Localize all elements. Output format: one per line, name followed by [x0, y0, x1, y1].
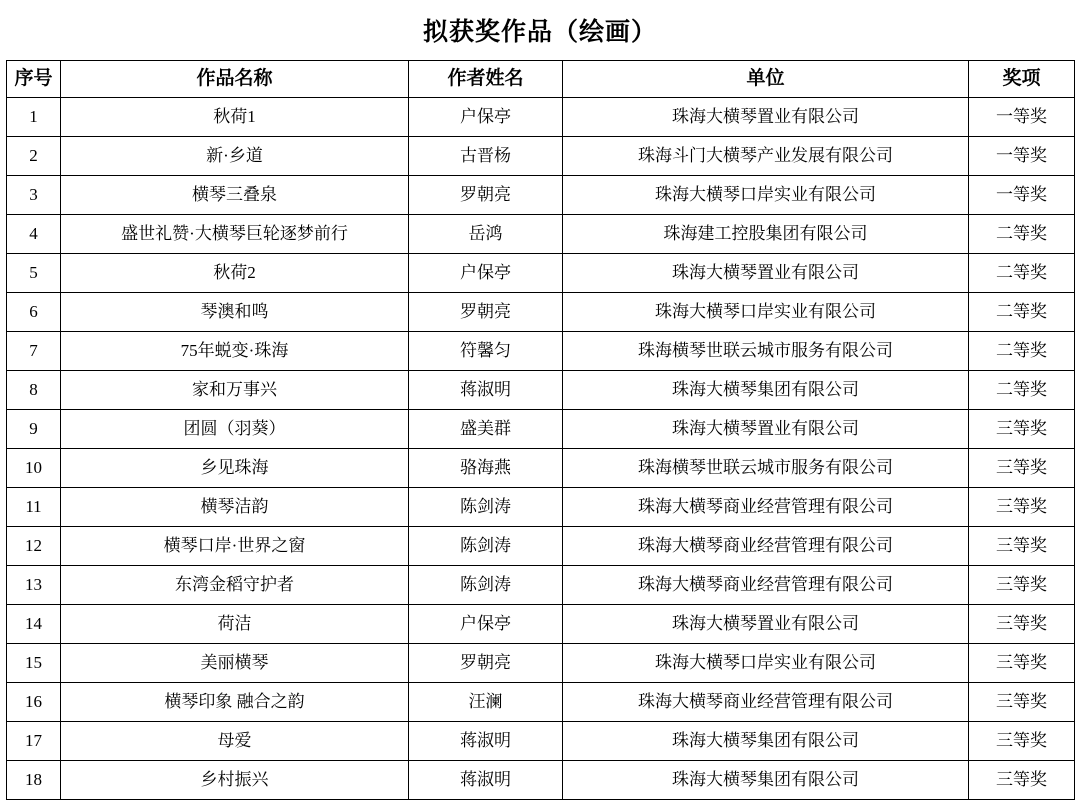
cell-prize: 三等奖 — [969, 449, 1075, 488]
cell-org: 珠海大横琴置业有限公司 — [563, 605, 969, 644]
cell-title: 75年蜕变·珠海 — [61, 332, 409, 371]
cell-prize: 二等奖 — [969, 215, 1075, 254]
cell-index: 7 — [7, 332, 61, 371]
cell-title: 美丽横琴 — [61, 644, 409, 683]
cell-org: 珠海建工控股集团有限公司 — [563, 215, 969, 254]
column-header-title: 作品名称 — [61, 61, 409, 98]
cell-index: 4 — [7, 215, 61, 254]
cell-title: 横琴印象 融合之韵 — [61, 683, 409, 722]
cell-org: 珠海大横琴口岸实业有限公司 — [563, 293, 969, 332]
cell-org: 珠海大横琴集团有限公司 — [563, 722, 969, 761]
cell-index: 8 — [7, 371, 61, 410]
cell-author: 岳鸿 — [409, 215, 563, 254]
cell-prize: 一等奖 — [969, 176, 1075, 215]
cell-author: 蒋淑明 — [409, 371, 563, 410]
cell-org: 珠海大横琴商业经营管理有限公司 — [563, 683, 969, 722]
cell-author: 陈剑涛 — [409, 488, 563, 527]
cell-index: 5 — [7, 254, 61, 293]
table-header — [7, 61, 1075, 98]
cell-prize: 二等奖 — [969, 371, 1075, 410]
cell-title: 新·乡道 — [61, 137, 409, 176]
page-title: 拟获奖作品（绘画） — [422, 19, 657, 46]
table-header-row — [7, 61, 1075, 98]
cell-index: 18 — [7, 761, 61, 800]
cell-title: 横琴口岸·世界之窗 — [61, 527, 409, 566]
cell-author: 骆海燕 — [409, 449, 563, 488]
cell-org: 珠海大横琴集团有限公司 — [563, 371, 969, 410]
column-header-prize: 奖项 — [969, 61, 1075, 98]
table-row — [7, 605, 1075, 644]
cell-author: 陈剑涛 — [409, 527, 563, 566]
cell-index: 12 — [7, 527, 61, 566]
cell-org: 珠海大横琴口岸实业有限公司 — [563, 644, 969, 683]
cell-index: 2 — [7, 137, 61, 176]
cell-title: 横琴洁韵 — [61, 488, 409, 527]
table-row — [7, 527, 1075, 566]
table-row — [7, 683, 1075, 722]
table-row — [7, 644, 1075, 683]
table-row — [7, 98, 1075, 137]
table-row — [7, 293, 1075, 332]
table-row — [7, 488, 1075, 527]
table-row — [7, 371, 1075, 410]
cell-index: 1 — [7, 98, 61, 137]
cell-author: 汪澜 — [409, 683, 563, 722]
cell-org: 珠海大横琴置业有限公司 — [563, 254, 969, 293]
cell-title: 团圆（羽葵） — [61, 410, 409, 449]
cell-prize: 一等奖 — [969, 137, 1075, 176]
cell-org: 珠海大横琴商业经营管理有限公司 — [563, 527, 969, 566]
cell-index: 10 — [7, 449, 61, 488]
table-row — [7, 722, 1075, 761]
cell-org: 珠海大横琴集团有限公司 — [563, 761, 969, 800]
cell-prize: 一等奖 — [969, 98, 1075, 137]
cell-index: 9 — [7, 410, 61, 449]
cell-index: 14 — [7, 605, 61, 644]
cell-title: 盛世礼赞·大横琴巨轮逐梦前行 — [61, 215, 409, 254]
award-table — [6, 60, 1075, 800]
cell-author: 户保亭 — [409, 254, 563, 293]
column-header-index: 序号 — [7, 61, 61, 98]
table-row — [7, 410, 1075, 449]
table-row — [7, 254, 1075, 293]
cell-prize: 三等奖 — [969, 683, 1075, 722]
cell-author: 古晋杨 — [409, 137, 563, 176]
cell-index: 17 — [7, 722, 61, 761]
table-row — [7, 176, 1075, 215]
cell-org: 珠海大横琴商业经营管理有限公司 — [563, 566, 969, 605]
cell-prize: 三等奖 — [969, 722, 1075, 761]
cell-org: 珠海大横琴商业经营管理有限公司 — [563, 488, 969, 527]
table-row — [7, 761, 1075, 800]
cell-prize: 二等奖 — [969, 293, 1075, 332]
table-row — [7, 137, 1075, 176]
cell-org: 珠海大横琴置业有限公司 — [563, 98, 969, 137]
cell-title: 乡村振兴 — [61, 761, 409, 800]
table-row — [7, 566, 1075, 605]
cell-prize: 三等奖 — [969, 644, 1075, 683]
cell-prize: 三等奖 — [969, 488, 1075, 527]
cell-prize: 三等奖 — [969, 761, 1075, 800]
cell-prize: 三等奖 — [969, 605, 1075, 644]
cell-org: 珠海大横琴口岸实业有限公司 — [563, 176, 969, 215]
cell-author: 户保亭 — [409, 98, 563, 137]
cell-org: 珠海横琴世联云城市服务有限公司 — [563, 332, 969, 371]
cell-title: 秋荷1 — [61, 98, 409, 137]
cell-index: 6 — [7, 293, 61, 332]
table-body — [7, 98, 1075, 800]
cell-title: 母爱 — [61, 722, 409, 761]
column-header-org: 单位 — [563, 61, 969, 98]
cell-title: 荷洁 — [61, 605, 409, 644]
cell-author: 罗朝亮 — [409, 644, 563, 683]
cell-title: 琴澳和鸣 — [61, 293, 409, 332]
cell-org: 珠海斗门大横琴产业发展有限公司 — [563, 137, 969, 176]
cell-author: 罗朝亮 — [409, 176, 563, 215]
table-row — [7, 449, 1075, 488]
cell-prize: 二等奖 — [969, 254, 1075, 293]
cell-title: 家和万事兴 — [61, 371, 409, 410]
table-row — [7, 332, 1075, 371]
cell-title: 东湾金稻守护者 — [61, 566, 409, 605]
cell-author: 盛美群 — [409, 410, 563, 449]
cell-prize: 三等奖 — [969, 410, 1075, 449]
cell-title: 横琴三叠泉 — [61, 176, 409, 215]
cell-index: 3 — [7, 176, 61, 215]
cell-index: 16 — [7, 683, 61, 722]
cell-org: 珠海横琴世联云城市服务有限公司 — [563, 449, 969, 488]
column-header-author: 作者姓名 — [409, 61, 563, 98]
cell-title: 乡见珠海 — [61, 449, 409, 488]
cell-index: 11 — [7, 488, 61, 527]
table-row — [7, 215, 1075, 254]
cell-prize: 三等奖 — [969, 527, 1075, 566]
cell-prize: 二等奖 — [969, 332, 1075, 371]
cell-author: 符馨匀 — [409, 332, 563, 371]
cell-author: 罗朝亮 — [409, 293, 563, 332]
cell-index: 15 — [7, 644, 61, 683]
cell-author: 陈剑涛 — [409, 566, 563, 605]
cell-title: 秋荷2 — [61, 254, 409, 293]
cell-org: 珠海大横琴置业有限公司 — [563, 410, 969, 449]
cell-author: 蒋淑明 — [409, 722, 563, 761]
cell-prize: 三等奖 — [969, 566, 1075, 605]
cell-author: 户保亭 — [409, 605, 563, 644]
cell-index: 13 — [7, 566, 61, 605]
cell-author: 蒋淑明 — [409, 761, 563, 800]
